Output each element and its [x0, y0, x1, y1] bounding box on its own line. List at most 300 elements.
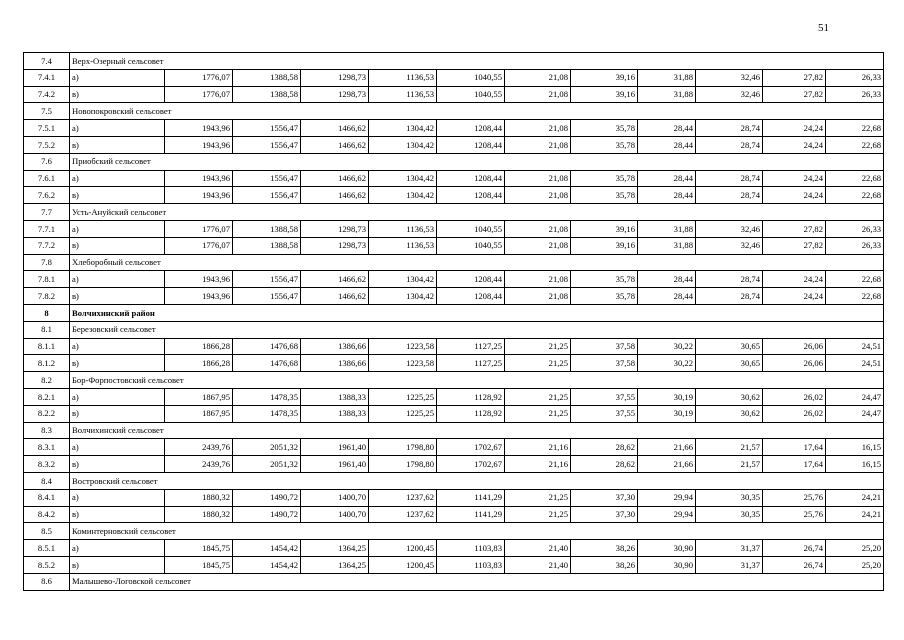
- row-code: 7.7: [24, 204, 70, 221]
- value-cell: 30,35: [696, 489, 763, 506]
- value-cell: 22,68: [826, 136, 884, 153]
- value-cell: 35,78: [571, 271, 638, 288]
- table-row: [24, 338, 884, 355]
- table-row: [24, 220, 884, 237]
- value-cell: 1304,42: [369, 170, 437, 187]
- row-code: 7.5: [24, 103, 70, 120]
- value-cell: 21,25: [505, 489, 571, 506]
- value-cell: 21,08: [505, 69, 571, 86]
- value-cell: 26,33: [826, 220, 884, 237]
- value-cell: 25,76: [763, 506, 826, 523]
- value-cell: 26,02: [763, 405, 826, 422]
- value-cell: 1388,58: [233, 69, 301, 86]
- value-cell: 1776,07: [165, 69, 233, 86]
- table-row: [24, 288, 884, 305]
- value-cell: 1943,96: [165, 170, 233, 187]
- district-header-row: [24, 304, 884, 321]
- value-cell: 1943,96: [165, 136, 233, 153]
- value-cell: 1454,42: [233, 556, 301, 573]
- table-row: [24, 86, 884, 103]
- table-row: [24, 456, 884, 473]
- value-cell: 28,74: [696, 136, 763, 153]
- value-cell: 1208,44: [437, 271, 505, 288]
- value-cell: 37,55: [571, 388, 638, 405]
- value-cell: 1141,29: [437, 489, 505, 506]
- value-cell: 21,08: [505, 237, 571, 254]
- value-cell: 30,65: [696, 338, 763, 355]
- section-header-row: [24, 523, 884, 540]
- value-cell: 1476,68: [233, 355, 301, 372]
- row-code: 8.5: [24, 523, 70, 540]
- value-cell: 1200,45: [369, 540, 437, 557]
- value-cell: 1466,62: [301, 120, 369, 137]
- value-cell: 1400,70: [301, 506, 369, 523]
- value-cell: 39,16: [571, 220, 638, 237]
- value-cell: 26,06: [763, 355, 826, 372]
- row-code: 7.8.1: [24, 271, 70, 288]
- value-cell: 31,88: [638, 237, 696, 254]
- table-row: [24, 237, 884, 254]
- value-cell: 1476,68: [233, 338, 301, 355]
- value-cell: 1556,47: [233, 271, 301, 288]
- value-cell: 39,16: [571, 237, 638, 254]
- value-cell: 1400,70: [301, 489, 369, 506]
- row-code: 8.6: [24, 573, 70, 590]
- value-cell: 28,44: [638, 170, 696, 187]
- table-row: [24, 170, 884, 187]
- value-cell: 31,88: [638, 86, 696, 103]
- value-cell: 1867,95: [165, 388, 233, 405]
- value-cell: 1556,47: [233, 170, 301, 187]
- row-code: 7.4.2: [24, 86, 70, 103]
- row-variant: в): [70, 187, 165, 204]
- section-title: Усть-Ануйский сельсовет: [70, 204, 884, 221]
- value-cell: 27,82: [763, 69, 826, 86]
- row-code: 8: [24, 304, 70, 321]
- value-cell: 24,24: [763, 187, 826, 204]
- value-cell: 24,24: [763, 136, 826, 153]
- value-cell: 1478,35: [233, 405, 301, 422]
- value-cell: 1943,96: [165, 271, 233, 288]
- value-cell: 1466,62: [301, 187, 369, 204]
- value-cell: 1237,62: [369, 506, 437, 523]
- row-variant: в): [70, 237, 165, 254]
- row-variant: а): [70, 540, 165, 557]
- value-cell: 1880,32: [165, 506, 233, 523]
- value-cell: 1040,55: [437, 86, 505, 103]
- table-row: [24, 556, 884, 573]
- value-cell: 1304,42: [369, 136, 437, 153]
- value-cell: 1040,55: [437, 237, 505, 254]
- value-cell: 1103,83: [437, 540, 505, 557]
- row-code: 8.3.2: [24, 456, 70, 473]
- value-cell: 21,57: [696, 456, 763, 473]
- value-cell: 30,62: [696, 388, 763, 405]
- value-cell: 37,55: [571, 405, 638, 422]
- value-cell: 21,25: [505, 405, 571, 422]
- value-cell: 1128,92: [437, 388, 505, 405]
- value-cell: 1943,96: [165, 288, 233, 305]
- value-cell: 27,82: [763, 86, 826, 103]
- row-code: 8.2.2: [24, 405, 70, 422]
- row-variant: а): [70, 271, 165, 288]
- value-cell: 1466,62: [301, 136, 369, 153]
- value-cell: 28,62: [571, 456, 638, 473]
- row-variant: в): [70, 456, 165, 473]
- row-code: 8.1.1: [24, 338, 70, 355]
- value-cell: 24,24: [763, 170, 826, 187]
- table-row: [24, 388, 884, 405]
- value-cell: 37,30: [571, 489, 638, 506]
- value-cell: 21,40: [505, 556, 571, 573]
- value-cell: 35,78: [571, 136, 638, 153]
- value-cell: 1298,73: [301, 69, 369, 86]
- value-cell: 21,08: [505, 136, 571, 153]
- value-cell: 1388,58: [233, 86, 301, 103]
- value-cell: 1136,53: [369, 237, 437, 254]
- row-code: 7.6: [24, 153, 70, 170]
- row-code: 7.7.1: [24, 220, 70, 237]
- value-cell: 30,90: [638, 556, 696, 573]
- value-cell: 37,58: [571, 355, 638, 372]
- value-cell: 21,16: [505, 439, 571, 456]
- value-cell: 28,44: [638, 187, 696, 204]
- value-cell: 1364,25: [301, 556, 369, 573]
- value-cell: 35,78: [571, 120, 638, 137]
- table-body: [24, 53, 884, 591]
- value-cell: 26,74: [763, 540, 826, 557]
- value-cell: 28,74: [696, 288, 763, 305]
- row-code: 7.5.1: [24, 120, 70, 137]
- section-title: Бор-Форпостовский сельсовет: [70, 372, 884, 389]
- table-row: [24, 355, 884, 372]
- row-code: 7.6.2: [24, 187, 70, 204]
- table-row: [24, 136, 884, 153]
- value-cell: 26,33: [826, 86, 884, 103]
- row-code: 7.7.2: [24, 237, 70, 254]
- value-cell: 28,74: [696, 170, 763, 187]
- value-cell: 1127,25: [437, 338, 505, 355]
- value-cell: 39,16: [571, 69, 638, 86]
- row-code: 8.1: [24, 321, 70, 338]
- value-cell: 1225,25: [369, 388, 437, 405]
- value-cell: 21,25: [505, 506, 571, 523]
- value-cell: 30,19: [638, 388, 696, 405]
- row-code: 8.2: [24, 372, 70, 389]
- value-cell: 2439,76: [165, 439, 233, 456]
- value-cell: 24,24: [763, 120, 826, 137]
- value-cell: 1225,25: [369, 405, 437, 422]
- tariff-table: [23, 52, 884, 591]
- value-cell: 24,24: [763, 271, 826, 288]
- value-cell: 24,21: [826, 489, 884, 506]
- value-cell: 25,20: [826, 556, 884, 573]
- value-cell: 1388,58: [233, 237, 301, 254]
- value-cell: 1304,42: [369, 271, 437, 288]
- value-cell: 1386,66: [301, 355, 369, 372]
- row-code: 8.5.2: [24, 556, 70, 573]
- row-code: 8.3.1: [24, 439, 70, 456]
- value-cell: 22,68: [826, 288, 884, 305]
- value-cell: 21,66: [638, 439, 696, 456]
- value-cell: 38,26: [571, 540, 638, 557]
- value-cell: 1490,72: [233, 489, 301, 506]
- value-cell: 31,88: [638, 220, 696, 237]
- section-header-row: [24, 153, 884, 170]
- value-cell: 28,44: [638, 136, 696, 153]
- page-number: 51: [818, 22, 829, 34]
- value-cell: 21,08: [505, 288, 571, 305]
- value-cell: 2439,76: [165, 456, 233, 473]
- value-cell: 1776,07: [165, 86, 233, 103]
- value-cell: 26,06: [763, 338, 826, 355]
- value-cell: 1943,96: [165, 187, 233, 204]
- value-cell: 37,58: [571, 338, 638, 355]
- row-code: 7.4: [24, 53, 70, 70]
- value-cell: 1776,07: [165, 220, 233, 237]
- value-cell: 1466,62: [301, 271, 369, 288]
- value-cell: 35,78: [571, 187, 638, 204]
- section-title: Новопокровский сельсовет: [70, 103, 884, 120]
- value-cell: 1141,29: [437, 506, 505, 523]
- value-cell: 1040,55: [437, 220, 505, 237]
- value-cell: 1556,47: [233, 187, 301, 204]
- table-row: [24, 120, 884, 137]
- value-cell: 1454,42: [233, 540, 301, 557]
- value-cell: 32,46: [696, 237, 763, 254]
- value-cell: 22,68: [826, 187, 884, 204]
- value-cell: 24,21: [826, 506, 884, 523]
- value-cell: 31,88: [638, 69, 696, 86]
- value-cell: 32,46: [696, 86, 763, 103]
- value-cell: 30,19: [638, 405, 696, 422]
- row-variant: в): [70, 405, 165, 422]
- value-cell: 2051,32: [233, 456, 301, 473]
- row-variant: а): [70, 170, 165, 187]
- row-variant: а): [70, 388, 165, 405]
- value-cell: 32,46: [696, 69, 763, 86]
- value-cell: 1556,47: [233, 288, 301, 305]
- value-cell: 1845,75: [165, 556, 233, 573]
- value-cell: 1845,75: [165, 540, 233, 557]
- row-variant: в): [70, 506, 165, 523]
- value-cell: 25,20: [826, 540, 884, 557]
- row-variant: а): [70, 120, 165, 137]
- value-cell: 17,64: [763, 439, 826, 456]
- row-code: 8.4.2: [24, 506, 70, 523]
- value-cell: 16,15: [826, 456, 884, 473]
- value-cell: 21,57: [696, 439, 763, 456]
- table-row: [24, 187, 884, 204]
- table-row: [24, 540, 884, 557]
- value-cell: 35,78: [571, 288, 638, 305]
- value-cell: 21,08: [505, 86, 571, 103]
- row-code: 8.4: [24, 472, 70, 489]
- row-variant: а): [70, 69, 165, 86]
- section-title: Востровский сельсовет: [70, 472, 884, 489]
- row-code: 8.4.1: [24, 489, 70, 506]
- value-cell: 1880,32: [165, 489, 233, 506]
- value-cell: 24,47: [826, 405, 884, 422]
- value-cell: 1702,67: [437, 456, 505, 473]
- value-cell: 30,90: [638, 540, 696, 557]
- value-cell: 1304,42: [369, 187, 437, 204]
- section-title: Березовский сельсовет: [70, 321, 884, 338]
- value-cell: 28,44: [638, 120, 696, 137]
- row-code: 8.5.1: [24, 540, 70, 557]
- value-cell: 21,25: [505, 338, 571, 355]
- section-header-row: [24, 254, 884, 271]
- value-cell: 17,64: [763, 456, 826, 473]
- value-cell: 1556,47: [233, 136, 301, 153]
- value-cell: 1490,72: [233, 506, 301, 523]
- value-cell: 27,82: [763, 237, 826, 254]
- value-cell: 22,68: [826, 271, 884, 288]
- value-cell: 28,74: [696, 120, 763, 137]
- value-cell: 1298,73: [301, 220, 369, 237]
- row-variant: а): [70, 338, 165, 355]
- value-cell: 1208,44: [437, 136, 505, 153]
- value-cell: 32,46: [696, 220, 763, 237]
- value-cell: 1556,47: [233, 120, 301, 137]
- value-cell: 30,65: [696, 355, 763, 372]
- value-cell: 1866,28: [165, 355, 233, 372]
- value-cell: 1943,96: [165, 120, 233, 137]
- value-cell: 21,08: [505, 220, 571, 237]
- table-row: [24, 489, 884, 506]
- value-cell: 25,76: [763, 489, 826, 506]
- value-cell: 28,74: [696, 271, 763, 288]
- table-row: [24, 506, 884, 523]
- value-cell: 16,15: [826, 439, 884, 456]
- district-title: Волчихинский район: [70, 304, 884, 321]
- value-cell: 1304,42: [369, 120, 437, 137]
- table-row: [24, 69, 884, 86]
- section-title: Коминтерновский сельсовет: [70, 523, 884, 540]
- section-header-row: [24, 103, 884, 120]
- value-cell: 28,44: [638, 288, 696, 305]
- value-cell: 1136,53: [369, 220, 437, 237]
- value-cell: 1388,33: [301, 388, 369, 405]
- value-cell: 30,62: [696, 405, 763, 422]
- value-cell: 28,62: [571, 439, 638, 456]
- section-title: Хлеборобный сельсовет: [70, 254, 884, 271]
- row-code: 7.4.1: [24, 69, 70, 86]
- value-cell: 21,08: [505, 187, 571, 204]
- row-variant: в): [70, 556, 165, 573]
- section-header-row: [24, 422, 884, 439]
- value-cell: 1237,62: [369, 489, 437, 506]
- value-cell: 1388,33: [301, 405, 369, 422]
- value-cell: 2051,32: [233, 439, 301, 456]
- value-cell: 30,22: [638, 355, 696, 372]
- value-cell: 1466,62: [301, 170, 369, 187]
- value-cell: 24,51: [826, 338, 884, 355]
- value-cell: 24,51: [826, 355, 884, 372]
- value-cell: 31,37: [696, 540, 763, 557]
- row-code: 8.3: [24, 422, 70, 439]
- table-row: [24, 439, 884, 456]
- value-cell: 1223,58: [369, 338, 437, 355]
- value-cell: 1304,42: [369, 288, 437, 305]
- row-variant: в): [70, 355, 165, 372]
- value-cell: 1961,40: [301, 439, 369, 456]
- value-cell: 22,68: [826, 170, 884, 187]
- value-cell: 21,40: [505, 540, 571, 557]
- value-cell: 39,16: [571, 86, 638, 103]
- value-cell: 1208,44: [437, 120, 505, 137]
- value-cell: 1298,73: [301, 86, 369, 103]
- row-variant: а): [70, 489, 165, 506]
- value-cell: 1776,07: [165, 237, 233, 254]
- row-variant: а): [70, 439, 165, 456]
- row-code: 8.1.2: [24, 355, 70, 372]
- section-title: Верх-Озерный сельсовет: [70, 53, 884, 70]
- value-cell: 30,35: [696, 506, 763, 523]
- section-header-row: [24, 321, 884, 338]
- value-cell: 1961,40: [301, 456, 369, 473]
- value-cell: 26,33: [826, 237, 884, 254]
- section-header-row: [24, 472, 884, 489]
- value-cell: 1208,44: [437, 288, 505, 305]
- value-cell: 24,24: [763, 288, 826, 305]
- section-header-row: [24, 573, 884, 590]
- value-cell: 1128,92: [437, 405, 505, 422]
- row-code: 7.8: [24, 254, 70, 271]
- value-cell: 29,94: [638, 489, 696, 506]
- table-row: [24, 405, 884, 422]
- value-cell: 26,74: [763, 556, 826, 573]
- value-cell: 24,47: [826, 388, 884, 405]
- value-cell: 1223,58: [369, 355, 437, 372]
- table-row: [24, 271, 884, 288]
- value-cell: 21,16: [505, 456, 571, 473]
- row-code: 8.2.1: [24, 388, 70, 405]
- value-cell: 1200,45: [369, 556, 437, 573]
- row-variant: в): [70, 136, 165, 153]
- row-variant: в): [70, 86, 165, 103]
- value-cell: 21,25: [505, 355, 571, 372]
- value-cell: 1798,80: [369, 439, 437, 456]
- value-cell: 1136,53: [369, 86, 437, 103]
- row-code: 7.5.2: [24, 136, 70, 153]
- row-code: 7.6.1: [24, 170, 70, 187]
- row-code: 7.8.2: [24, 288, 70, 305]
- section-header-row: [24, 372, 884, 389]
- value-cell: 1388,58: [233, 220, 301, 237]
- value-cell: 22,68: [826, 120, 884, 137]
- value-cell: 21,66: [638, 456, 696, 473]
- value-cell: 21,25: [505, 388, 571, 405]
- value-cell: 21,08: [505, 170, 571, 187]
- value-cell: 1386,66: [301, 338, 369, 355]
- value-cell: 1127,25: [437, 355, 505, 372]
- value-cell: 1208,44: [437, 187, 505, 204]
- section-title: Волчихинский сельсовет: [70, 422, 884, 439]
- value-cell: 28,44: [638, 271, 696, 288]
- value-cell: 29,94: [638, 506, 696, 523]
- value-cell: 1702,67: [437, 439, 505, 456]
- row-variant: а): [70, 220, 165, 237]
- value-cell: 31,37: [696, 556, 763, 573]
- value-cell: 1136,53: [369, 69, 437, 86]
- section-title: Малышево-Логовской сельсовет: [70, 573, 884, 590]
- section-title: Приобский сельсовет: [70, 153, 884, 170]
- value-cell: 1466,62: [301, 288, 369, 305]
- value-cell: 30,22: [638, 338, 696, 355]
- value-cell: 1364,25: [301, 540, 369, 557]
- value-cell: 21,08: [505, 271, 571, 288]
